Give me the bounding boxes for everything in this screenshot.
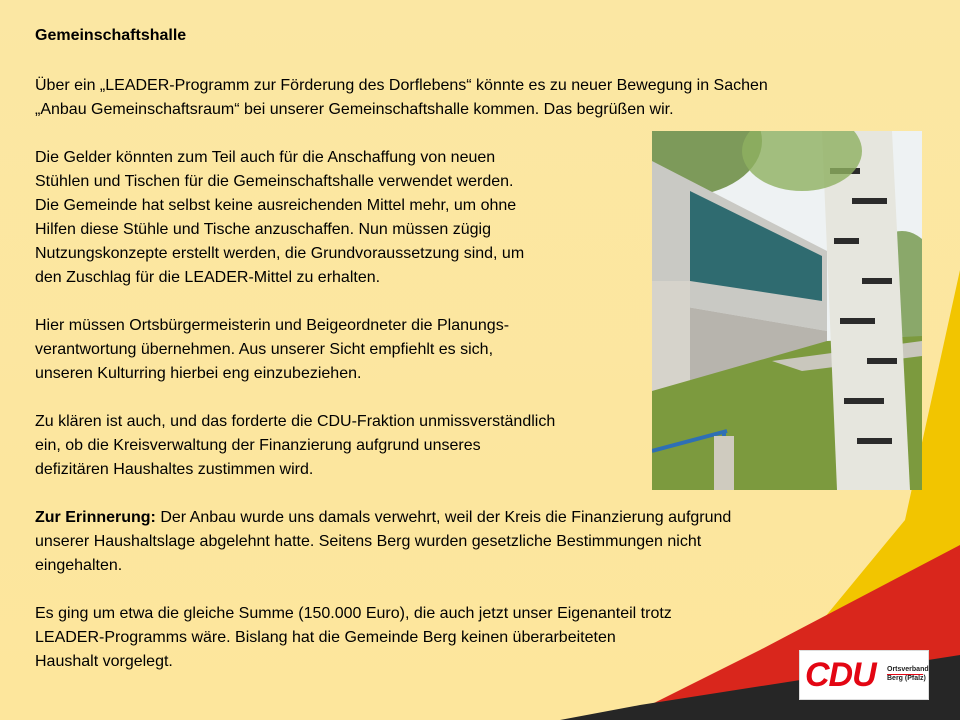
logo-wordmark: CDU bbox=[805, 656, 876, 694]
cdu-logo bbox=[799, 650, 929, 700]
paragraph-clarification: Zu klären ist auch, und das forderte die CDU-Fraktion unmissverständlich ein, ob die Kreisverwaltung der Finanzierung aufgrund unseres defizitären Haushaltes zustimmen wird. bbox=[35, 413, 556, 478]
reminder-text: Der Anbau wurde uns damals verwehrt, weil der Kreis die Finanzierung aufgrund unserer Haushaltslage abgelehnt hatte. Seitens Berg wurden gesetzliche Bestimmungen nicht eingehalten. bbox=[35, 509, 732, 574]
paragraph-budget: Es ging um etwa die gleiche Summe (150.000 Euro), die auch jetzt unser Eigenanteil trotz LEADER-Programms wäre. Bislang hat die Gemeinde Berg keinen überarbeiteten Haushalt vorgelegt. bbox=[35, 605, 672, 670]
paragraph-reminder bbox=[35, 506, 865, 578]
building-base bbox=[652, 281, 690, 391]
hall-photo bbox=[652, 131, 922, 490]
paragraph-funding: Die Gelder könnten zum Teil auch für die Anschaffung von neuen Stühlen und Tischen für die Gemeinschaftshalle verwendet werden. Die Gemeinde hat selbst keine ausreichenden Mittel mehr, um ohne Hilfen diese Stühle und Tische anzuschaffen. Nun müssen zügig Nutzungskonzepte erstellt werden, die Grundvoraussetzung sind, um den Zuschlag für die LEADER-Mittel zu erhalten. bbox=[35, 149, 525, 286]
reminder-label: Zur Erinnerung: bbox=[35, 509, 156, 526]
logo-divider bbox=[887, 674, 923, 675]
page-title: Gemeinschaftshalle bbox=[35, 27, 187, 44]
paragraph-responsibility: Hier müssen Ortsbürgermeisterin und Beigeordneter die Planungs- verantwortung übernehmen. Aus unserer Sicht empfiehlt es sich, unseren Kulturring hierbei eng einzubeziehen. bbox=[35, 317, 510, 382]
logo-sub-line1: Ortsverband bbox=[887, 666, 929, 673]
logo-sub-line2: Berg (Pfalz) bbox=[887, 675, 926, 682]
paragraph-intro: Über ein „LEADER-Programm zur Förderung des Dorflebens“ könnte es zu neuer Bewegung in Sachen „Anbau Gemeinschaftsraum“ bei unserer Gemeinschaftshalle kommen. Das begrüßen wir. bbox=[35, 77, 768, 118]
stone-post bbox=[714, 436, 734, 490]
